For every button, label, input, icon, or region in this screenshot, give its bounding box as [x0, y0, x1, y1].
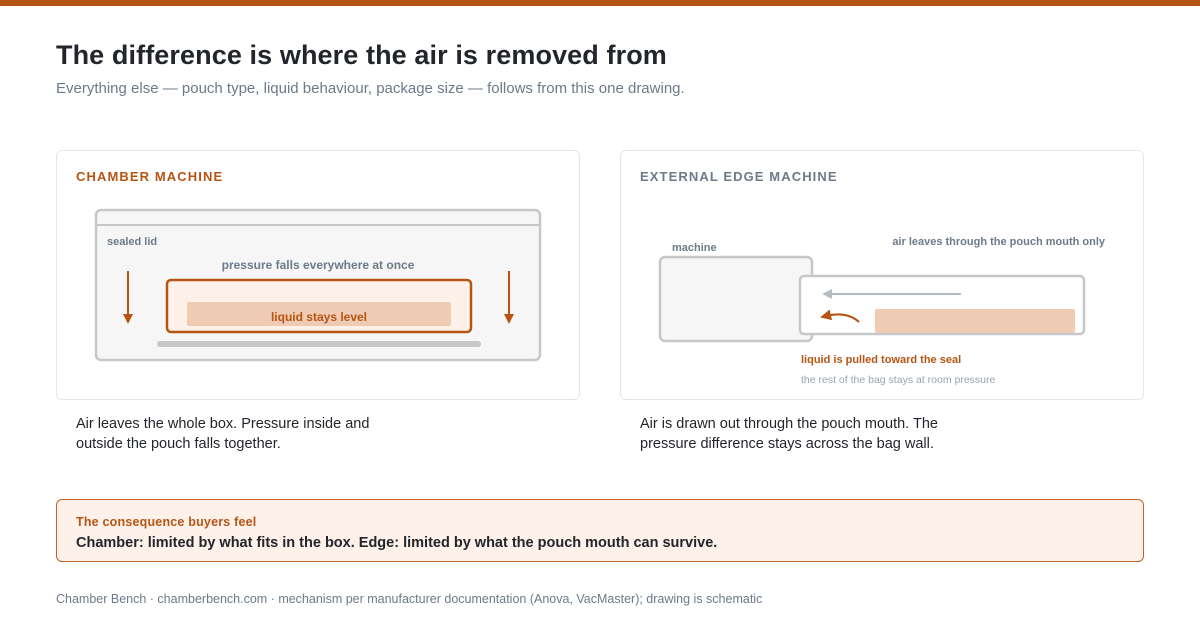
- footer-credits: Chamber Bench · chamberbench.com · mechanism per manufacturer documentation (Anova, VacMaster); drawing is schematic: [56, 592, 763, 606]
- callout-label: The consequence buyers feel: [76, 515, 257, 529]
- sealed-lid-label: sealed lid: [107, 236, 158, 248]
- edge-machine-box: [660, 257, 812, 341]
- chamber-machine-panel: [56, 150, 580, 400]
- chamber-seal-bar: [157, 341, 481, 347]
- edge-caption: Air is drawn out through the pouch mouth. The pressure difference stays across the bag wall.: [640, 416, 938, 452]
- top-accent-bar: [0, 0, 1200, 6]
- callout-text: Chamber: limited by what fits in the box. Edge: limited by what the pouch mouth can survive.: [76, 535, 718, 551]
- edge-diagram: [621, 151, 1145, 401]
- edge-machine-label: EXTERNAL EDGE MACHINE: [640, 169, 838, 184]
- chamber-machine-label: CHAMBER MACHINE: [76, 169, 224, 184]
- liquid-stays-level-label: liquid stays level: [270, 310, 368, 324]
- room-pressure-label: the rest of the bag stays at room pressure: [801, 374, 996, 386]
- page-subtitle: Everything else — pouch type, liquid behaviour, package size — follows from this one drawing.: [56, 80, 685, 97]
- chamber-caption: Air leaves the whole box. Pressure inside and outside the pouch falls together.: [76, 416, 370, 452]
- pressure-falls-label: pressure falls everywhere at once: [221, 258, 415, 272]
- air-leaves-label: air leaves through the pouch mouth only: [892, 236, 1105, 248]
- edge-liquid: [875, 309, 1075, 333]
- chamber-diagram: [57, 151, 581, 401]
- consequence-callout: [56, 499, 1144, 562]
- page-title: The difference is where the air is removed from: [56, 40, 667, 70]
- edge-machine-panel: [620, 150, 1144, 400]
- liquid-pulled-label: liquid is pulled toward the seal: [801, 354, 962, 366]
- machine-label: machine: [672, 242, 717, 254]
